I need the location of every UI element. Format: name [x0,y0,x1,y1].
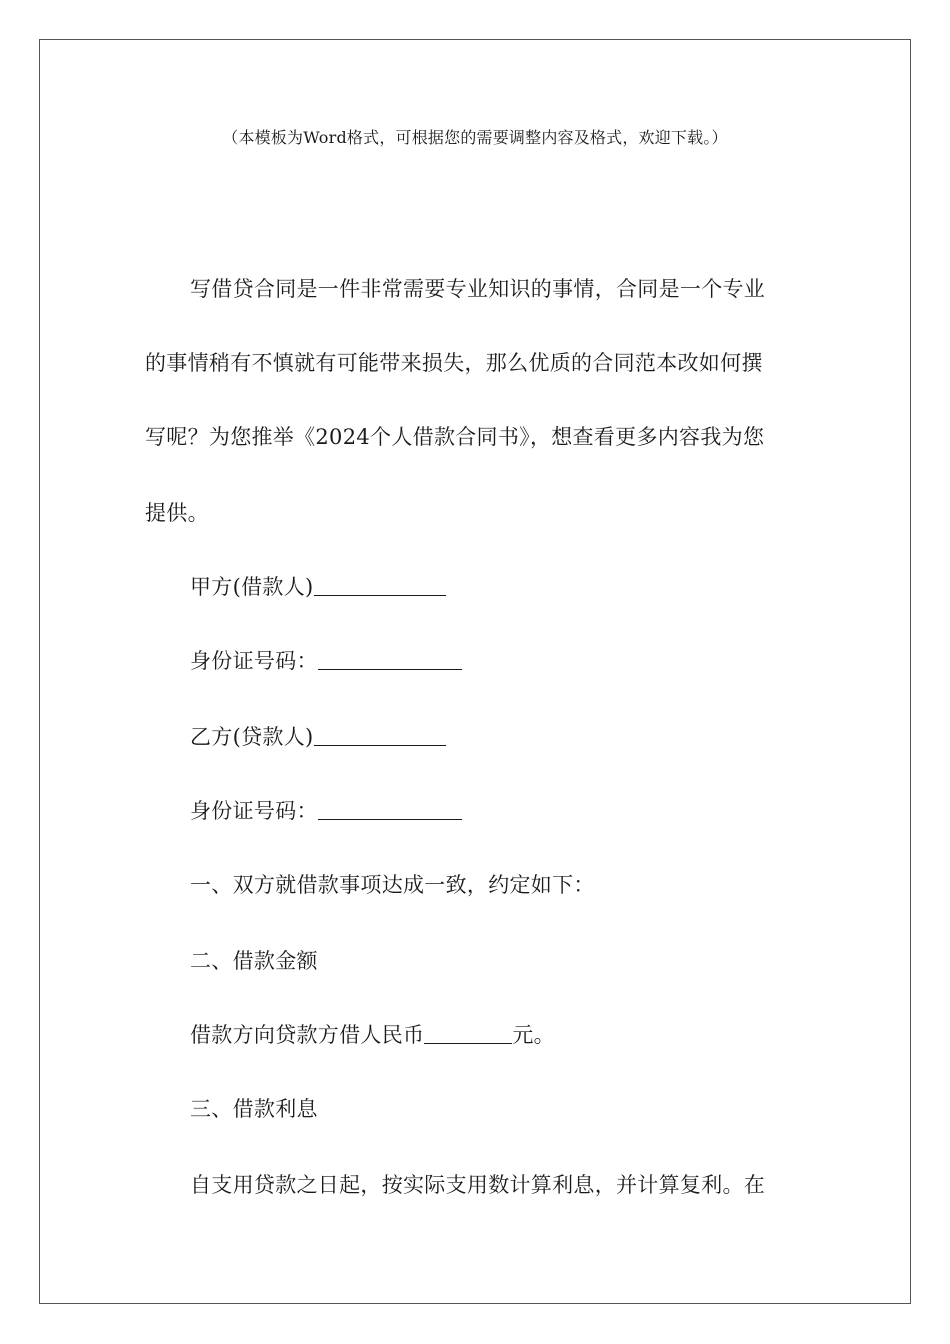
party-b-id-row [190,796,462,826]
amount-blank[interactable] [424,1021,512,1044]
amount-prefix: 借款方向贷款方借人民币 [190,1023,425,1047]
section-1-title: 一、双方就借款事项达成一致，约定如下： [190,873,595,897]
party-b-label: 乙方(贷款人) [190,725,314,749]
party-a-id-label: 身份证号码： [190,649,318,673]
party-b-id-blank[interactable] [318,797,462,820]
party-a-row [190,572,446,602]
intro-line-4: 提供。 [145,501,209,525]
interest-line: 自支用贷款之日起，按实际支用数计算利息，并计算复利。在 [190,1173,766,1197]
intro-line-1: 写借贷合同是一件非常需要专业知识的事情，合同是一个专业 [190,277,766,301]
amount-row [190,1020,555,1050]
intro-line-3: 写呢？为您推举《2024个人借款合同书》，想查看更多内容我为您 [145,425,765,449]
intro-line-2: 的事情稍有不慎就有可能带来损失，那么优质的合同范本改如何撰 [145,351,763,375]
page-border [39,39,911,1304]
section-3-title: 三、借款利息 [190,1097,318,1121]
party-b-row [190,722,446,752]
template-note: （本模板为Word格式，可根据您的需要调整内容及格式，欢迎下载。） [222,128,728,147]
amount-suffix: 元。 [512,1023,555,1047]
party-a-id-blank[interactable] [318,647,462,670]
party-a-id-row [190,646,462,676]
section-2-title: 二、借款金额 [190,949,318,973]
party-b-blank[interactable] [314,723,446,746]
party-a-label: 甲方(借款人) [190,575,314,599]
party-a-blank[interactable] [314,573,446,596]
party-b-id-label: 身份证号码： [190,799,318,823]
